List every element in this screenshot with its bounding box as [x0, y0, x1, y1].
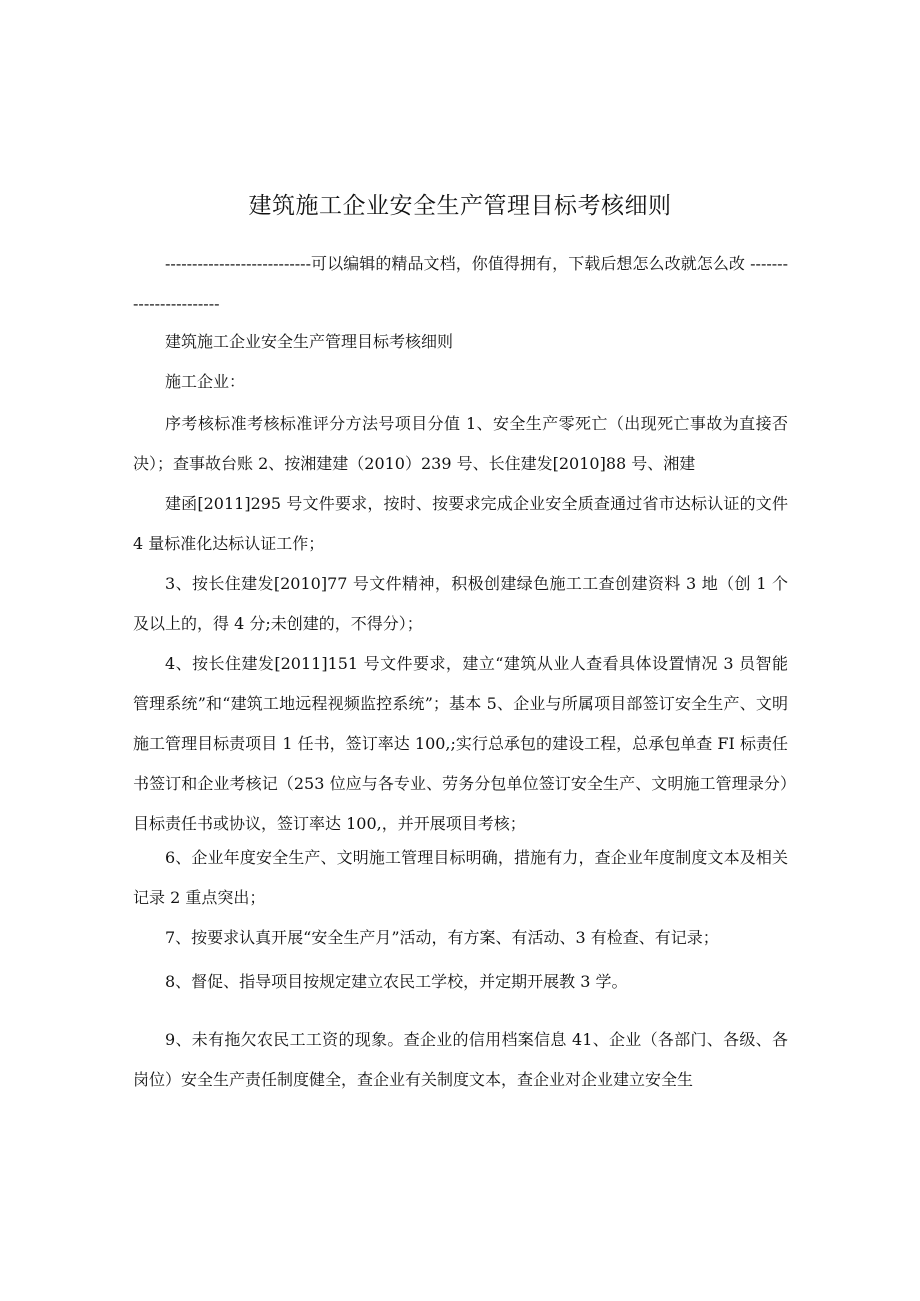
criteria-paragraph-8: 8、督促、指导项目按规定建立农民工学校，并定期开展教 3 学。	[165, 972, 628, 991]
criteria-paragraph-7: 7、按要求认真开展“安全生产月”活动，有方案、有活动、3 有检查、有记录；	[165, 928, 719, 947]
criteria-paragraph-3: 3、按长住建发[2010]77 号文件精神，积极创建绿色施工工查创建资料 3 地（创 1 个及以上的，得 4 分;未创建的，不得分）；	[133, 574, 788, 633]
criteria-paragraph-1: 序考核标准考核标准评分方法号项目分值 1、安全生产零死亡（出现死亡事故为直接否决）；查事故台账 2、按湘建建（2010）239 号、长住建发[2010]88 号、湘建	[133, 414, 788, 473]
criteria-paragraph-9: 9、未有拖欠农民工工资的现象。查企业的信用档案信息 41、企业（各部门、各级、各岗位）安全生产责任制度健全，查企业有关制度文本，查企业对企业建立安全生	[133, 1030, 788, 1089]
editable-notice-paragraph: ---------------------------可以编辑的精品文档，你值得拥有，下载后想怎么改就怎么改 -----------------------	[133, 254, 788, 313]
enterprise-label-paragraph: 施工企业：	[165, 372, 246, 391]
criteria-paragraph-4: 4、按长住建发[2011]151 号文件要求，建立“建筑从业人查看具体设置情况 3 员智能管理系统”和“建筑工地远程视频监控系统”；基本 5、企业与所属项目部签订安全生产、文明施工管理目标责项目 1 任书，签订率达 100,;实行总承包的建设工程，总承包单查 FI 标责任书签订和企业考核记（253 位应与各专业、劳务分包单位签订安全生产、文明施工管理录分）目标责任书或协议，签订率达 100,，并开展项目考核；	[133, 654, 788, 833]
document-title: 建筑施工企业安全生产管理目标考核细则	[248, 193, 672, 219]
criteria-paragraph-6: 6、企业年度安全生产、文明施工管理目标明确，措施有力，查企业年度制度文本及相关记录 2 重点突出；	[133, 848, 788, 907]
criteria-paragraph-2: 建函[2011]295 号文件要求，按时、按要求完成企业安全质查通过省市达标认证的文件 4 量标准化达标认证工作；	[133, 494, 788, 553]
subtitle-paragraph: 建筑施工企业安全生产管理目标考核细则	[165, 332, 454, 351]
